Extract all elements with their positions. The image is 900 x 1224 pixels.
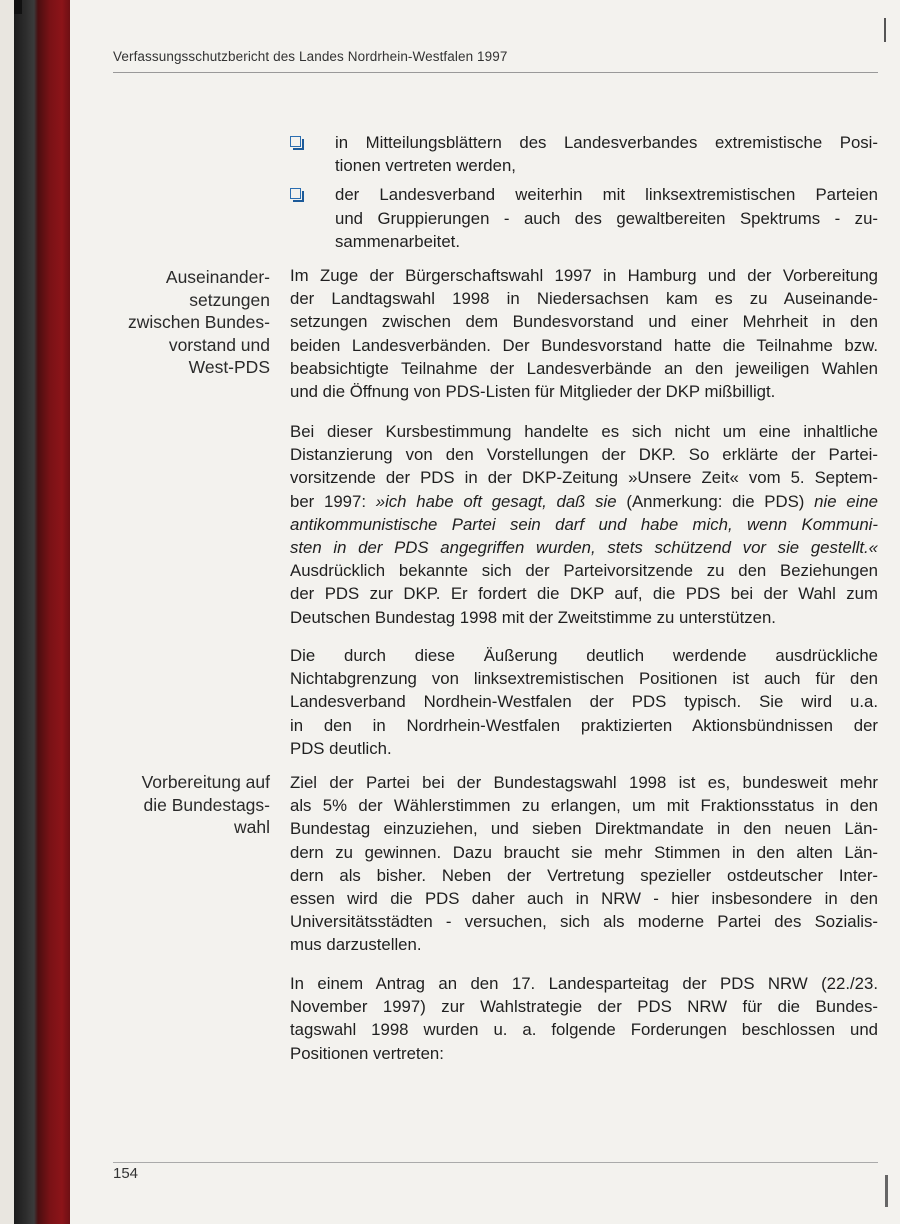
quote-line: ber 1997: »ich habe oft gesagt, daß sie (Anmerkung: die PDS) nie eine — [290, 491, 878, 511]
page-edge-mark — [884, 18, 886, 42]
bullet-item: in Mitteilungsblättern des Landesverbandes extremistische Posi- tionen vertreten werden, — [290, 131, 878, 177]
paragraph-2: Bei dieser Kursbestimmung handelte es sich nicht um eine inhaltliche Distanzierung von den Vorstellungen der DKP. So erklärte der Partei- vorsitzende der PDS in der DKP-Zeitung »Unsere Zeit« vom 5. Septem- ber 1997: »ich habe oft gesagt, daß sie (Anmerkung: die PDS) nie eine antikommunistische Partei sein darf und habe mich, wenn Kommuni- sten in der PDS angegriffen wurden, stets schützend vor sie gestellt.« Ausdrücklich bekannte sich der Parteivorsitzende zu den Beziehungen der PDS zur DKP. Er fordert die DKP auf, die PDS bei der Wahl zum Deutschen Bundestag 1998 mit der Zweitstimme zu unterstützen. — [290, 422, 878, 627]
page-number: 154 — [113, 1165, 139, 1182]
checkbox-bullet-icon — [290, 136, 301, 147]
header-rule — [113, 72, 878, 73]
page-edge-mark-bottom — [885, 1175, 888, 1207]
binding-shadow — [14, 0, 22, 14]
paragraph-3: Die durch diese Äußerung deutlich werdende ausdrückliche Nichtabgrenzung von linksextremistischen Positionen ist auch für den Landesverband Nordhein-Westfalen der PDS typisch. Sie wird u.a. in den in Nordrhein-Westfalen praktizierten Aktionsbündnissen der PDS deutlich. — [290, 646, 878, 758]
paragraph-5: In einem Antrag an den 17. Landesparteitag der PDS NRW (22./23. November 1997) zur Wahlstrategie der PDS NRW für die Bundes- tagswahl 1998 wurden u. a. folgende Forderungen beschlossen und Positionen vertreten: — [290, 974, 878, 1063]
bullet-item: der Landesverband weiterhin mit linksextremistischen Parteien und Gruppierungen - auch des gewaltbereiten Spektrums - zu- sammenarbeitet. — [290, 183, 878, 253]
margin-note-bundestagswahl: Vorbereitung auf die Bundestags- wahl — [141, 772, 270, 837]
paragraph-1: Im Zuge der Bürgerschaftswahl 1997 in Hamburg und der Vorbereitung der Landtagswahl 1998 in Niedersachsen kam es zu Auseinande- setzungen zwischen dem Bundesvorstand und einer Mehrheit in den beiden Landesverbänden. Der Bundesvorstand hatte die Teilnahme bzw. beabsichtigte Teilnahme der Landesverbände an den jeweiligen Wahlen und die Öffnung von PDS-Listen für Mitglieder der DKP mißbilligt. — [290, 266, 878, 402]
margin-note-auseinandersetzungen: Auseinander- setzungen zwischen Bundes- vorstand und West-PDS — [127, 267, 270, 377]
footer-rule — [113, 1162, 878, 1163]
checkbox-bullet-icon — [290, 188, 301, 199]
bullet-list — [290, 131, 878, 259]
paragraph-4: Ziel der Partei bei der Bundestagswahl 1998 ist es, bundesweit mehr als 5% der Wählerstimmen zu erlangen, um mit Fraktionsstatus in den Bundestag einzuziehen, und sieben Direktmandate in den neuen Län- dern zu gewinnen. Dazu braucht sie mehr Stimmen in den alten Län- dern als bisher. Neben der Vertretung spezieller ostdeutscher Inter- essen wird die PDS daher auch in NRW - hier insbesondere in den Universitätsstädten - versuchen, sich als moderne Partei des Sozialis- mus darzustellen. — [290, 773, 878, 955]
running-header: Verfassungsschutzbericht des Landes Nordrhein-Westfalen 1997 — [113, 49, 508, 64]
book-binding-edge — [0, 0, 95, 1224]
